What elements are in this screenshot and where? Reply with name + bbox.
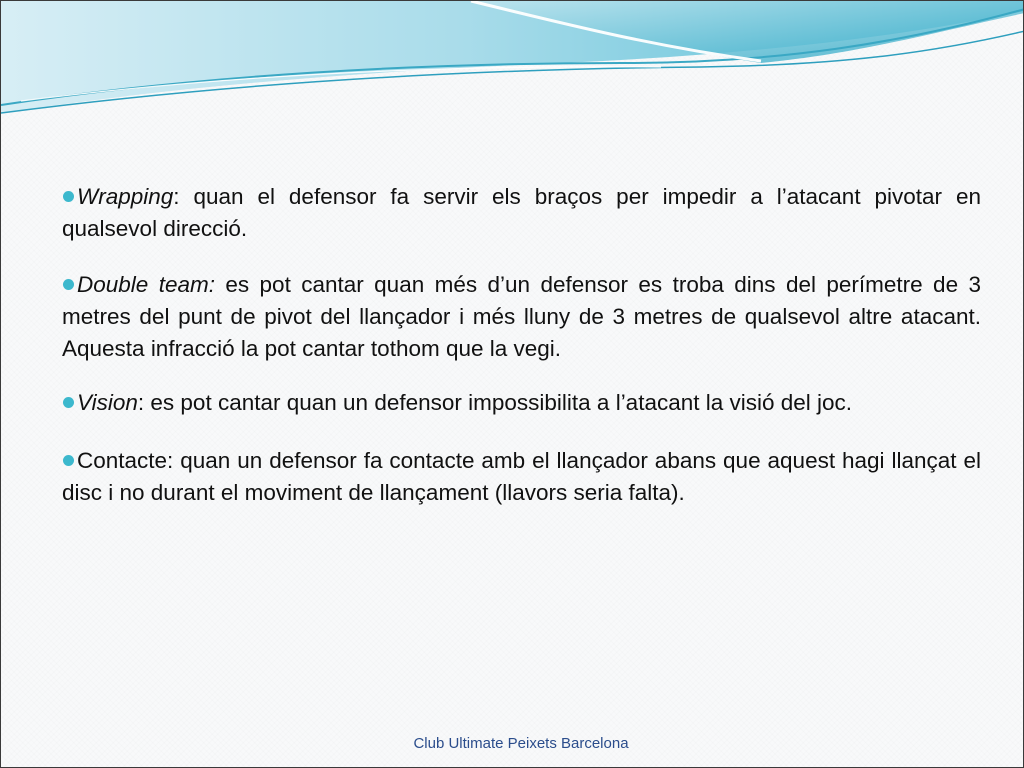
bullet-contacte xyxy=(62,445,981,509)
bullet-icon xyxy=(63,279,74,290)
bullet-list xyxy=(62,181,981,533)
bullet-vision xyxy=(62,387,981,419)
bullet-wrapping xyxy=(62,181,981,245)
bullet-term: Wrapping xyxy=(77,184,174,209)
bullet-separator: : xyxy=(137,390,145,415)
bullet-text: Contacte: quan un defensor fa contacte amb el llançador abans que aquest hagi llançat el disc i no durant el moviment de llançament (llavors seria falta). xyxy=(62,448,981,505)
bullet-text: quan el defensor fa servir els braços per impedir a l’atacant pivotar en qualsevol direcció. xyxy=(62,184,981,241)
footer-text: Club Ultimate Peixets Barcelona xyxy=(413,735,629,752)
bullet-text: es pot cantar quan més d’un defensor es troba dins del perímetre de 3 metres del punt de pivot del llançador i més lluny de 3 metres de qualsevol altre atacant. Aquesta infracció la pot cantar tothom que la vegi. xyxy=(62,272,981,361)
bullet-icon xyxy=(63,397,74,408)
bullet-icon xyxy=(63,191,74,202)
bullet-term: Vision xyxy=(77,390,138,415)
bullet-term: Double team: xyxy=(77,272,215,297)
bullet-icon xyxy=(63,455,74,466)
decorative-wave-header xyxy=(1,1,1024,126)
bullet-text: es pot cantar quan un defensor impossibilita a l’atacant la visió del joc. xyxy=(144,390,853,415)
bullet-double-team xyxy=(62,269,981,365)
bullet-separator: : xyxy=(173,184,180,209)
